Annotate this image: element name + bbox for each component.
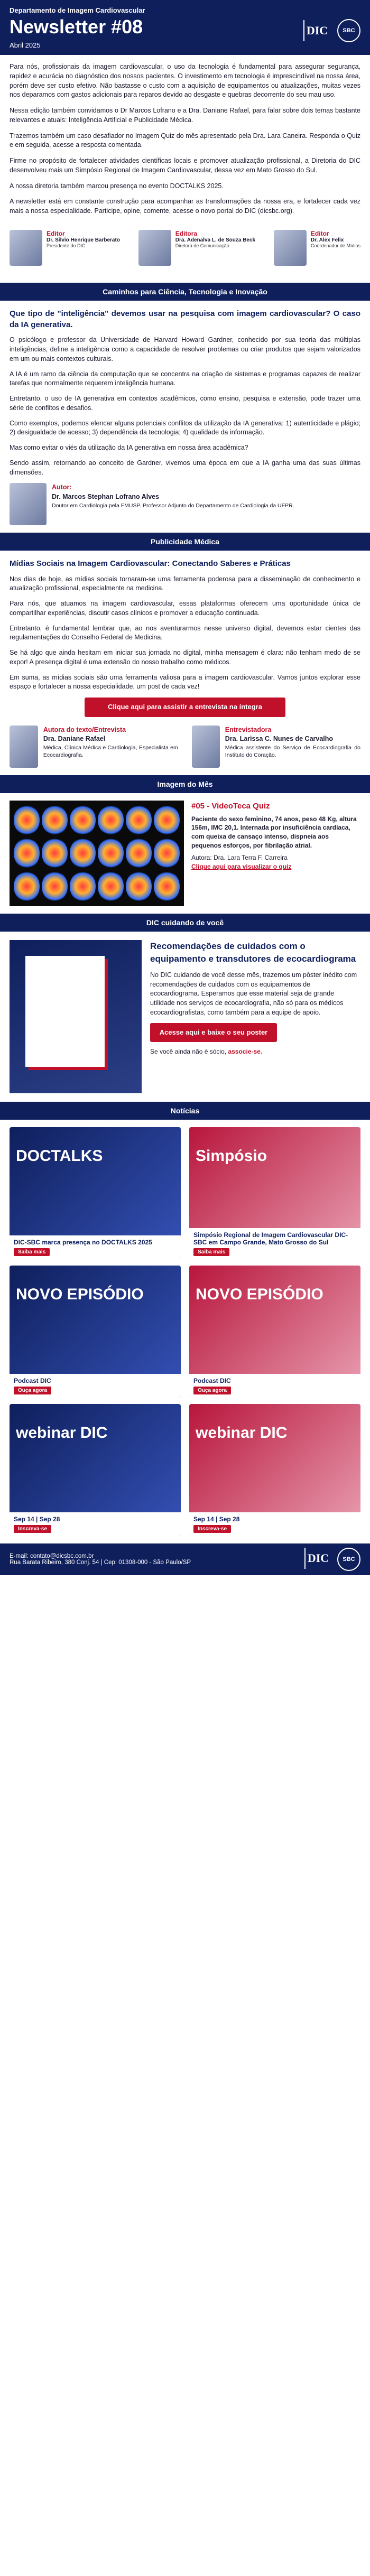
intro-paragraph: Trazemos também um caso desafiador no Imagem Quiz do mês apresentado pela Dra. Lara Caneira. Responda o Quiz e em seguida, acesse a resposta comentada. bbox=[10, 132, 360, 149]
section-band-care: DIC cuidando de você bbox=[0, 914, 370, 932]
news-card-title: DOCTALKS bbox=[16, 1147, 103, 1165]
pub-paragraph: Se há algo que ainda hesitam em iniciar sua jornada no digital, minha mensagem é clara: não tenham medo de se expor! A presença digital é uma extensão do nosso trabalho como médicos. bbox=[10, 649, 360, 666]
echo-frame bbox=[70, 805, 96, 836]
echo-frame bbox=[126, 838, 152, 869]
section-band-news: Notícias bbox=[0, 1102, 370, 1120]
footer-logos bbox=[304, 1548, 360, 1571]
ai-paragraph: A IA é um ramo da ciência da computação que se concentra na criação de sistemas e programas capazes de realizar tarefas que normalmente requerem inteligência humana. bbox=[10, 370, 360, 387]
echo-frame bbox=[154, 838, 180, 869]
intro-paragraph: Para nós, profissionais da imagem cardiovascular, o uso da tecnologia é fundamental para assegurar segurança, rapidez e acurácia no diagnóstico dos nossos pacientes. O investimento em tecnologia é imprescindível na nossa área, porém deve ser custo efetivo. Não bastasse o custo com a aquisição de equipamentos ou atualizações, muitas vezes nos deparamos com gastos adicionais para reparos devido ao desgaste e quebras decorrente do seu mau uso. bbox=[10, 63, 360, 99]
ai-heading: Que tipo de "inteligência" devemos usar na pesquisa com imagem cardiovascular? O caso da IA generativa. bbox=[10, 309, 360, 330]
intro-paragraph: A newsletter está em constante construção para acompanhar as transformações da nossa era, e fortalecer cada vez mais a nossa especialidade. Participe, opine, comente, acesse o novo portal do DIC (dicsbc.org). bbox=[10, 198, 360, 215]
sbc-logo: SBC bbox=[337, 1548, 360, 1571]
echo-frame bbox=[98, 871, 124, 902]
news-card-title: webinar DIC bbox=[196, 1424, 288, 1442]
author-name: Dra. Daniane Rafael bbox=[43, 735, 106, 743]
quiz-description: Paciente do sexo feminino, 74 anos, peso 48 Kg, altura 156m, IMC 20,1. Internada por insuficiência cardíaca, com queixa de cansaço intenso, dispneia aos pequenos esforços, por fibrilação atrial. bbox=[191, 815, 357, 849]
dic-logo: DIC bbox=[304, 1548, 331, 1569]
author-role: Médica, Clínica Médica e Cardiologia, Especialista em Ecocardiografia. bbox=[43, 745, 178, 759]
news-card-title: Simpósio bbox=[196, 1147, 267, 1165]
ai-paragraph: Sendo assim, retornando ao conceito de Gardner, vivemos uma época em que a IA ganha uma das suas últimas dimensões. bbox=[10, 459, 360, 476]
header-logos bbox=[303, 19, 360, 42]
pub-section bbox=[0, 551, 370, 775]
pub-paragraph: Para nós, que atuamos na imagem cardiovascular, essas plataformas oferecem uma oportunidade única de compartilhar experiências, discutir casos clínicos e promover a educação continuada. bbox=[10, 600, 360, 617]
dic-logo: DIC bbox=[303, 20, 330, 41]
author-name: Dra. Larissa C. Nunes de Carvalho bbox=[225, 735, 334, 743]
news-card[interactable] bbox=[10, 1404, 181, 1536]
news-card-button[interactable]: Saiba mais bbox=[193, 1248, 229, 1256]
news-card[interactable] bbox=[189, 1266, 360, 1398]
news-card-button[interactable]: Saiba mais bbox=[14, 1248, 50, 1256]
editors-row bbox=[0, 230, 370, 283]
editor-name: Dra. Adenalva L. de Souza Beck bbox=[175, 237, 256, 243]
author-label: Autor: bbox=[52, 483, 72, 491]
footer-email[interactable]: E-mail: contato@dicsbc.com.br bbox=[10, 1552, 94, 1559]
echo-frame bbox=[126, 805, 152, 836]
news-card-caption: Sep 14 | Sep 28 Inscreva-se bbox=[189, 1512, 360, 1536]
pub-author bbox=[10, 726, 178, 768]
section-band-quiz: Imagem do Mês bbox=[0, 775, 370, 793]
echo-frame bbox=[14, 871, 40, 902]
care-section bbox=[0, 932, 370, 1102]
section-band-ai: Caminhos para Ciência, Tecnologia e Inovação bbox=[0, 283, 370, 301]
poster-image bbox=[10, 940, 142, 1093]
news-card-title: NOVO EPISÓDIO bbox=[16, 1285, 144, 1303]
view-quiz-link[interactable]: Clique aqui para visualizar o quiz bbox=[191, 862, 292, 870]
news-card-title: NOVO EPISÓDIO bbox=[196, 1285, 323, 1303]
echo-frame bbox=[98, 838, 124, 869]
news-card-button[interactable]: Inscreva-se bbox=[14, 1525, 51, 1533]
echo-frame bbox=[42, 805, 68, 836]
ai-author bbox=[10, 483, 360, 525]
ai-paragraph: Mas como evitar o viés da utilização da IA generativa em nossa área acadêmica? bbox=[10, 444, 248, 452]
news-card-button[interactable]: Ouça agora bbox=[14, 1387, 51, 1394]
download-poster-button[interactable]: Acesse aqui e baixe o seu poster bbox=[150, 1023, 277, 1042]
echo-frame bbox=[70, 871, 96, 902]
quiz-text bbox=[191, 801, 360, 906]
care-description: No DIC cuidando de você desse mês, trazemos um pôster inédito com recomendações de cuidados com os equipamentos de ecocardiograma. Esperamos que esse material seja de grande utilidade nos serviços de ecocardiografia, não só para os médicos ecocardiografistas, como também para a equipe de apoio. bbox=[150, 971, 357, 1016]
author-photo bbox=[192, 726, 220, 768]
department-name: Departamento de Imagem Cardiovascular bbox=[10, 6, 145, 14]
editor-role: Presidente do DIC bbox=[47, 243, 86, 248]
news-card-button[interactable]: Ouça agora bbox=[193, 1387, 231, 1394]
author-label: Entrevistadora bbox=[225, 726, 272, 733]
intro-paragraph: Firme no propósito de fortalecer atividades científicas locais e promover atualização profissional, a Diretoria do DIC desenvolveu mais um Simpósio Regional de Imagem Cardiovascular, dessa vez em Mato Grosso do Sul. bbox=[10, 157, 360, 174]
newsletter-title: Newsletter #08 bbox=[10, 16, 143, 38]
author-label: Autora do texto/Entrevista bbox=[43, 726, 126, 733]
editor-card bbox=[138, 230, 255, 283]
ai-paragraph: O psicólogo e professor da Universidade de Harvard Howard Gardner, conhecido por sua teoria das múltiplas inteligências, define a inteligência como a capacidade de resolver problemas ou criar produtos que sejam valorizados em um ou mais contextos culturais. bbox=[10, 336, 360, 362]
membership-text: Se você ainda não é sócio, bbox=[150, 1048, 227, 1056]
editor-photo bbox=[10, 230, 42, 266]
author-name: Dr. Marcos Stephan Lofrano Alves bbox=[52, 493, 160, 501]
echo-frame bbox=[14, 805, 40, 836]
pub-paragraph: Nos dias de hoje, as mídias sociais tornaram-se uma ferramenta poderosa para a disseminação de conhecimento e atualização profissional, especialmente na medicina. bbox=[10, 575, 360, 592]
news-card[interactable] bbox=[189, 1127, 360, 1259]
quiz-title: #05 - VideoTeca Quiz bbox=[191, 801, 270, 811]
editor-photo bbox=[138, 230, 171, 266]
news-card-caption: Simpósio Regional de Imagem Cardiovascular DIC-SBC em Campo Grande, Mato Grosso do Sul Saiba mais bbox=[189, 1228, 360, 1259]
footer-address: Rua Barata Ribeiro, 380 Conj. 54 | Cep: 01308-000 - São Paulo/SP bbox=[10, 1559, 191, 1566]
editor-role: Diretora de Comunicação bbox=[175, 243, 229, 248]
author-role: Doutor em Cardiologia pela FMUSP. Professor Adjunto do Departamento de Cardiologia da UFPR. bbox=[52, 502, 294, 509]
ai-section bbox=[0, 301, 370, 533]
echo-frame bbox=[70, 838, 96, 869]
news-card[interactable] bbox=[10, 1127, 181, 1259]
membership-line bbox=[150, 1047, 360, 1056]
news-card[interactable] bbox=[10, 1266, 181, 1398]
author-photo bbox=[10, 483, 47, 525]
newsletter-date: Abril 2025 bbox=[10, 41, 41, 49]
footer bbox=[0, 1543, 370, 1575]
editor-card bbox=[10, 230, 120, 283]
echo-frame bbox=[154, 871, 180, 902]
intro-paragraph: Nessa edição também convidamos o Dr Marcos Lofrano e a Dra. Daniane Rafael, para falar sobre dois temas bastante relevantes e atuais: Inteligência Artificial e Publicidade Médica. bbox=[10, 107, 360, 124]
ai-paragraph: Como exemplos, podemos elencar alguns potenciais conflitos da utilização da IA generativa: 1) autenticidade e plágio; 2) desigualdade de acesso; 3) dependência da tecnologia; 4) qualidade da informação. bbox=[10, 419, 360, 436]
editor-label: Editora bbox=[175, 229, 198, 237]
join-link[interactable]: associe-se. bbox=[228, 1048, 263, 1056]
section-band-pub: Publicidade Médica bbox=[0, 533, 370, 551]
echo-frame bbox=[42, 838, 68, 869]
echo-frame bbox=[98, 805, 124, 836]
ai-paragraph: Entretanto, o uso de IA generativa em contextos acadêmicos, como ensino, pesquisa e extensão, pode trazer uma série de conflitos e desafios. bbox=[10, 395, 360, 412]
echo-frame bbox=[42, 871, 68, 902]
editor-name: Dr. Silvio Henrique Barberato bbox=[47, 237, 120, 243]
author-role: Médica assistente do Serviço de Ecocardiografia do Instituto do Coração. bbox=[225, 745, 360, 759]
news-card-title: webinar DIC bbox=[16, 1424, 108, 1442]
intro-section bbox=[0, 55, 370, 230]
editor-name: Dr. Alex Felix bbox=[310, 237, 344, 243]
pub-heading: Mídias Sociais na Imagem Cardiovascular: Conectando Saberes e Práticas bbox=[10, 559, 291, 569]
news-card[interactable] bbox=[189, 1404, 360, 1536]
editor-label: Editor bbox=[310, 229, 329, 237]
news-card-button[interactable]: Inscreva-se bbox=[193, 1525, 231, 1533]
sbc-logo: SBC bbox=[337, 19, 360, 42]
news-card-caption: Podcast DIC Ouça agora bbox=[10, 1374, 181, 1398]
editor-role: Coordenador de Mídias bbox=[310, 243, 360, 248]
poster-document bbox=[25, 956, 105, 1067]
editor-label: Editor bbox=[47, 229, 65, 237]
editor-photo bbox=[274, 230, 307, 266]
echo-image-grid[interactable] bbox=[10, 801, 184, 906]
news-grid bbox=[0, 1120, 370, 1543]
echo-frame bbox=[126, 871, 152, 902]
echo-frame bbox=[14, 838, 40, 869]
pub-paragraph: Em suma, as mídias sociais são uma ferramenta valiosa para a imagem cardiovascular. Vamos juntos explorar esse espaço e fortalecer a nossa especialidade, um post de cada vez! bbox=[10, 673, 360, 691]
echo-frame bbox=[154, 805, 180, 836]
intro-paragraph: A nossa diretoria também marcou presença no evento DOCTALKS 2025. bbox=[10, 182, 224, 190]
care-text bbox=[150, 940, 360, 1093]
author-photo bbox=[10, 726, 38, 768]
care-heading: Recomendações de cuidados com o equipamento e transdutores de ecocardiograma bbox=[150, 941, 356, 964]
news-card-caption: Sep 14 | Sep 28 Inscreva-se bbox=[10, 1512, 181, 1536]
pub-authors bbox=[10, 722, 360, 768]
pub-paragraph: Entretanto, é fundamental lembrar que, ao nos aventurarmos nesse universo digital, devemos estar cientes das regulamentações do Conselho Federal de Medicina. bbox=[10, 624, 360, 641]
pub-author bbox=[192, 726, 360, 768]
quiz-section bbox=[0, 793, 370, 914]
watch-interview-button[interactable]: Clique aqui para assistir a entrevista na íntegra bbox=[85, 698, 285, 717]
news-card-caption: Podcast DIC Ouça agora bbox=[189, 1374, 360, 1398]
news-card-caption: DIC-SBC marca presença no DOCTALKS 2025 Saiba mais bbox=[10, 1235, 181, 1259]
quiz-author: Autora: Dra. Lara Terra F. Carreira bbox=[191, 853, 288, 861]
editor-card bbox=[274, 230, 360, 283]
header bbox=[0, 0, 370, 55]
